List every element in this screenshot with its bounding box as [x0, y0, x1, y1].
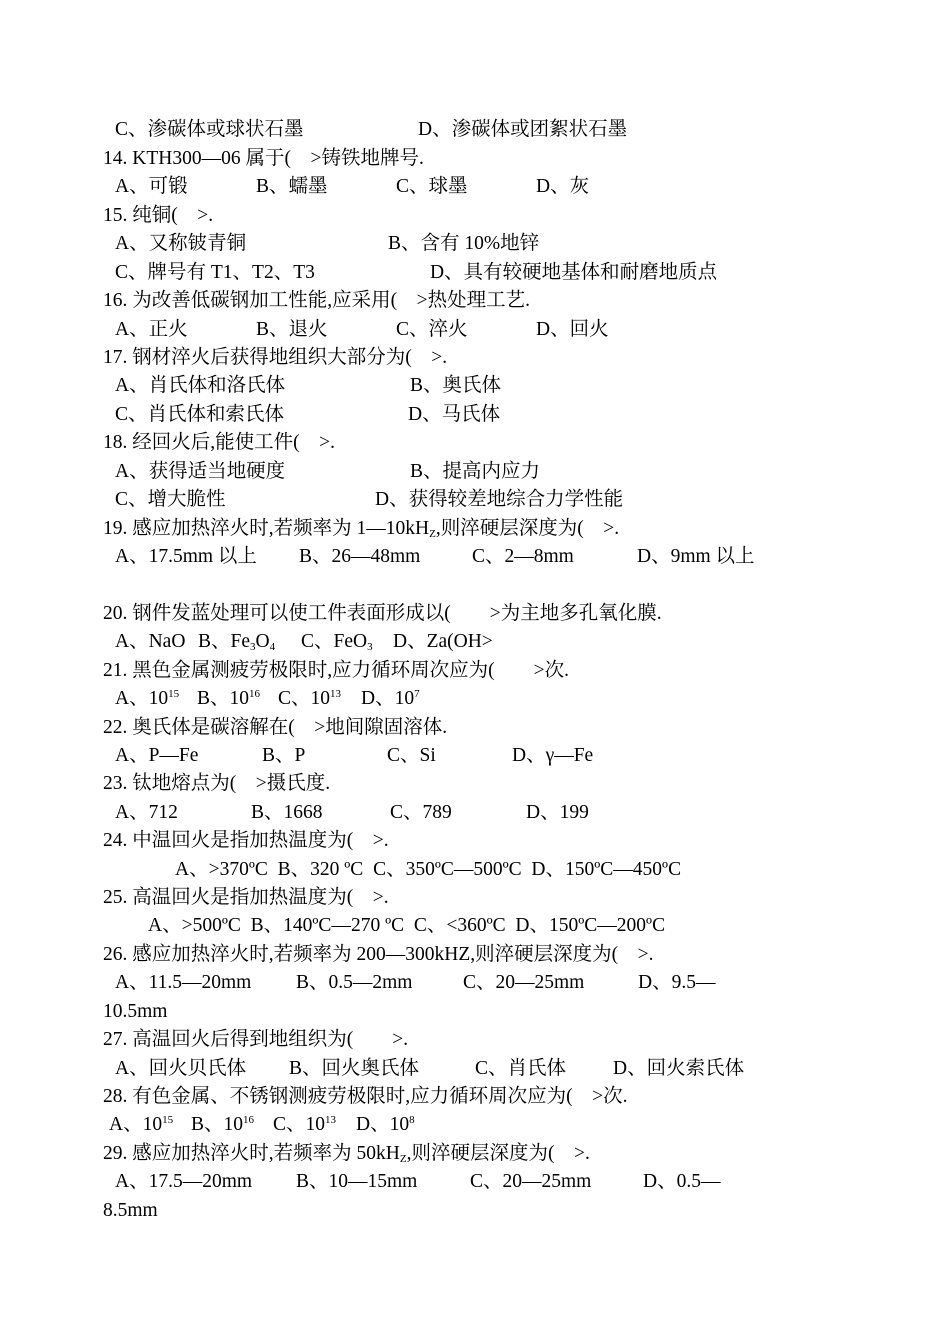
q19-stem-post: ,则淬硬层深度为( >.: [435, 518, 620, 539]
q24-stem: [0, 829, 389, 853]
q20-option-d: D、Za(OH>: [393, 631, 493, 652]
q24-stem-text: 24. 中温回火是指加热温度为( >.: [103, 830, 389, 851]
q16-option-c: C、淬火: [396, 319, 468, 340]
q21-option-c: C、$10^{13}$: [278, 688, 342, 709]
q28-option-b: B、$10^{16}$: [191, 1114, 255, 1135]
q27-option-b: B、回火奥氏体: [289, 1058, 420, 1079]
q28-options: [0, 1113, 415, 1137]
q26-option-d: D、9.5—: [638, 972, 716, 993]
q23-option-c: C、789: [390, 802, 452, 823]
q14-option-a: A、可锻: [115, 176, 188, 197]
q18-options-ab: [0, 460, 541, 484]
q19-stem: [0, 517, 620, 541]
q29-stem-sub: Z: [399, 1153, 407, 1165]
q29-stem-pre: 29. 感应加热淬火时,若频率为 50kH: [103, 1143, 400, 1164]
q29-option-c: C、20—25mm: [470, 1171, 592, 1192]
q17-option-c: C、肖氏体和索氏体: [115, 404, 285, 425]
q29-option-d: D、0.5—: [643, 1171, 721, 1192]
q26-option-d-cont: [0, 1000, 168, 1024]
q28-option-c: C、$10^{13}$: [273, 1114, 337, 1135]
q16-stem-text: 16. 为改善低碳钢加工性能,应采用( >热处理工艺.: [103, 290, 530, 311]
q18-option-d: D、获得较差地综合力学性能: [375, 489, 624, 510]
q16-stem: [0, 289, 530, 313]
q20-stem-text: 20. 钢件发蓝处理可以使工件表面形成以( >为主地多孔氧化膜.: [103, 603, 662, 624]
q23-option-d: D、199: [526, 802, 589, 823]
q21-stem: [0, 659, 569, 683]
q18-option-c: C、增大脆性: [115, 489, 226, 510]
q17-options-cd: [0, 403, 501, 427]
q19-option-d: D、9mm 以上: [637, 546, 755, 567]
q23-stem: [0, 772, 331, 796]
q26-option-a: A、11.5—20mm: [115, 972, 252, 993]
q18-stem: [0, 431, 335, 455]
q19-stem-pre: 19. 感应加热淬火时,若频率为 1—10kH: [103, 518, 430, 539]
q13-option-d: D、渗碳体或团絮状石墨: [418, 119, 628, 140]
q19-stem-text: [103, 517, 619, 541]
q26-option-d-cont-text: 10.5mm: [103, 1001, 168, 1022]
q23-stem-text: 23. 钛地熔点为( >摄氏度.: [103, 773, 331, 794]
q21-stem-text: 21. 黑色金属测疲劳极限时,应力循环周次应为( >次.: [103, 660, 569, 681]
q29-option-d-cont: [0, 1199, 158, 1223]
q23-option-b: B、1668: [251, 802, 323, 823]
q28-option-a: A、$10^{15}$: [109, 1114, 174, 1135]
q21-options: [0, 687, 420, 711]
q27-stem-text: 27. 高温回火后得到地组织为( >.: [103, 1029, 409, 1050]
q27-option-a: A、回火贝氏体: [115, 1058, 247, 1079]
q21-option-d: D、$10^7$: [361, 688, 420, 709]
q28-option-d: D、$10^8$: [356, 1114, 415, 1135]
q17-options-ab: [0, 374, 502, 398]
q21-option-b: B、$10^{16}$: [197, 688, 261, 709]
q20-option-c: C、FeO$_3$: [301, 631, 373, 653]
q19-options: [0, 545, 755, 569]
q21-option-a: A、$10^{15}$: [115, 688, 180, 709]
q25-options-text: A、>500ºC B、140ºC—270 ºC C、<360ºC D、150ºC—200ºC: [148, 915, 666, 936]
q16-options: [0, 318, 609, 342]
q27-stem: [0, 1028, 409, 1052]
q26-stem: [0, 943, 654, 967]
q14-options: [0, 175, 590, 199]
q13-option-c: C、渗碳体或球状石墨: [115, 119, 304, 140]
q28-stem: [0, 1085, 628, 1109]
q15-stem: [0, 204, 214, 228]
q22-options: [0, 744, 594, 768]
q15-options-ab: [0, 232, 540, 256]
q29-option-b: B、10—15mm: [296, 1171, 418, 1192]
q29-option-a: A、17.5—20mm: [115, 1171, 253, 1192]
q14-option-d: D、灰: [536, 176, 590, 197]
q25-stem-text: 25. 高温回火是指加热温度为( >.: [103, 887, 389, 908]
q18-option-b: B、提高内应力: [410, 461, 541, 482]
q29-stem-text: [103, 1142, 590, 1166]
q24-options-text: A、>370ºC B、320 ºC C、350ºC—500ºC D、150ºC—450ºC: [175, 859, 682, 880]
q22-option-c: C、Si: [387, 745, 436, 766]
q22-option-a: A、P—Fe: [115, 745, 199, 766]
q15-option-b: B、含有 10%地锌: [388, 233, 540, 254]
q15-stem-text: 15. 纯铜( >.: [103, 205, 214, 226]
q14-stem: [0, 147, 424, 171]
q29-stem: [0, 1142, 590, 1166]
q23-option-a: A、712: [115, 802, 178, 823]
q14-stem-text: 14. KTH300—06 属于( >铸铁地牌号.: [103, 148, 424, 169]
q18-option-a: A、获得适当地硬度: [115, 461, 286, 482]
q17-stem: [0, 346, 448, 370]
q29-options: [0, 1170, 721, 1194]
q19-option-c: C、2—8mm: [472, 546, 574, 567]
q22-option-d: D、γ—Fe: [512, 745, 594, 766]
q28-stem-text: 28. 有色金属、不锈钢测疲劳极限时,应力循环周次应为( >次.: [103, 1086, 628, 1107]
q14-option-c: C、球墨: [396, 176, 468, 197]
q13-options-cd: [0, 118, 628, 142]
q20-option-a: A、NaO: [115, 631, 186, 652]
q16-option-d: D、回火: [536, 319, 609, 340]
q16-option-a: A、正火: [115, 319, 188, 340]
q24-options: [0, 858, 682, 882]
q27-options: [0, 1057, 745, 1081]
q23-options: [0, 801, 589, 825]
q15-option-a: A、又称铍青铜: [115, 233, 247, 254]
q15-option-d: D、具有较硬地基体和耐磨地质点: [430, 262, 718, 283]
q26-stem-text: 26. 感应加热淬火时,若频率为 200—300kHZ,则淬硬层深度为( >.: [103, 944, 654, 965]
q17-option-a: A、肖氏体和洛氏体: [115, 375, 286, 396]
q17-option-d: D、马氏体: [408, 404, 501, 425]
q15-option-c: C、牌号有 T1、T2、T3: [115, 262, 315, 283]
q26-option-b: B、0.5—2mm: [296, 972, 413, 993]
q26-options: [0, 971, 716, 995]
q16-option-b: B、退火: [256, 319, 328, 340]
q20-stem: [0, 602, 662, 626]
q22-stem-text: 22. 奥氏体是碳溶解在( >地间隙固溶体.: [103, 717, 448, 738]
q27-option-c: C、肖氏体: [475, 1058, 567, 1079]
q29-option-d-cont-text: 8.5mm: [103, 1200, 158, 1221]
q29-stem-post: ,则淬硬层深度为( >.: [406, 1143, 590, 1164]
q22-option-b: B、P: [262, 745, 306, 766]
q22-stem: [0, 716, 448, 740]
q20-option-b: B、$Fe_3O_4$: [198, 631, 276, 653]
q26-option-c: C、20—25mm: [463, 972, 585, 993]
q27-option-d: D、回火索氏体: [613, 1058, 745, 1079]
q17-option-b: B、奥氏体: [410, 375, 502, 396]
q15-options-cd: [0, 261, 718, 285]
q19-stem-sub: Z: [429, 528, 436, 540]
q19-option-a: A、17.5mm 以上: [115, 546, 257, 567]
q20-options: [0, 630, 493, 654]
q17-stem-text: 17. 钢材淬火后获得地组织大部分为( >.: [103, 347, 448, 368]
q18-options-cd: [0, 488, 624, 512]
q25-options: [0, 914, 666, 938]
q25-stem: [0, 886, 389, 910]
q14-option-b: B、蠕墨: [256, 176, 328, 197]
q19-option-b: B、26—48mm: [299, 546, 421, 567]
q18-stem-text: 18. 经回火后,能使工件( >.: [103, 432, 335, 453]
